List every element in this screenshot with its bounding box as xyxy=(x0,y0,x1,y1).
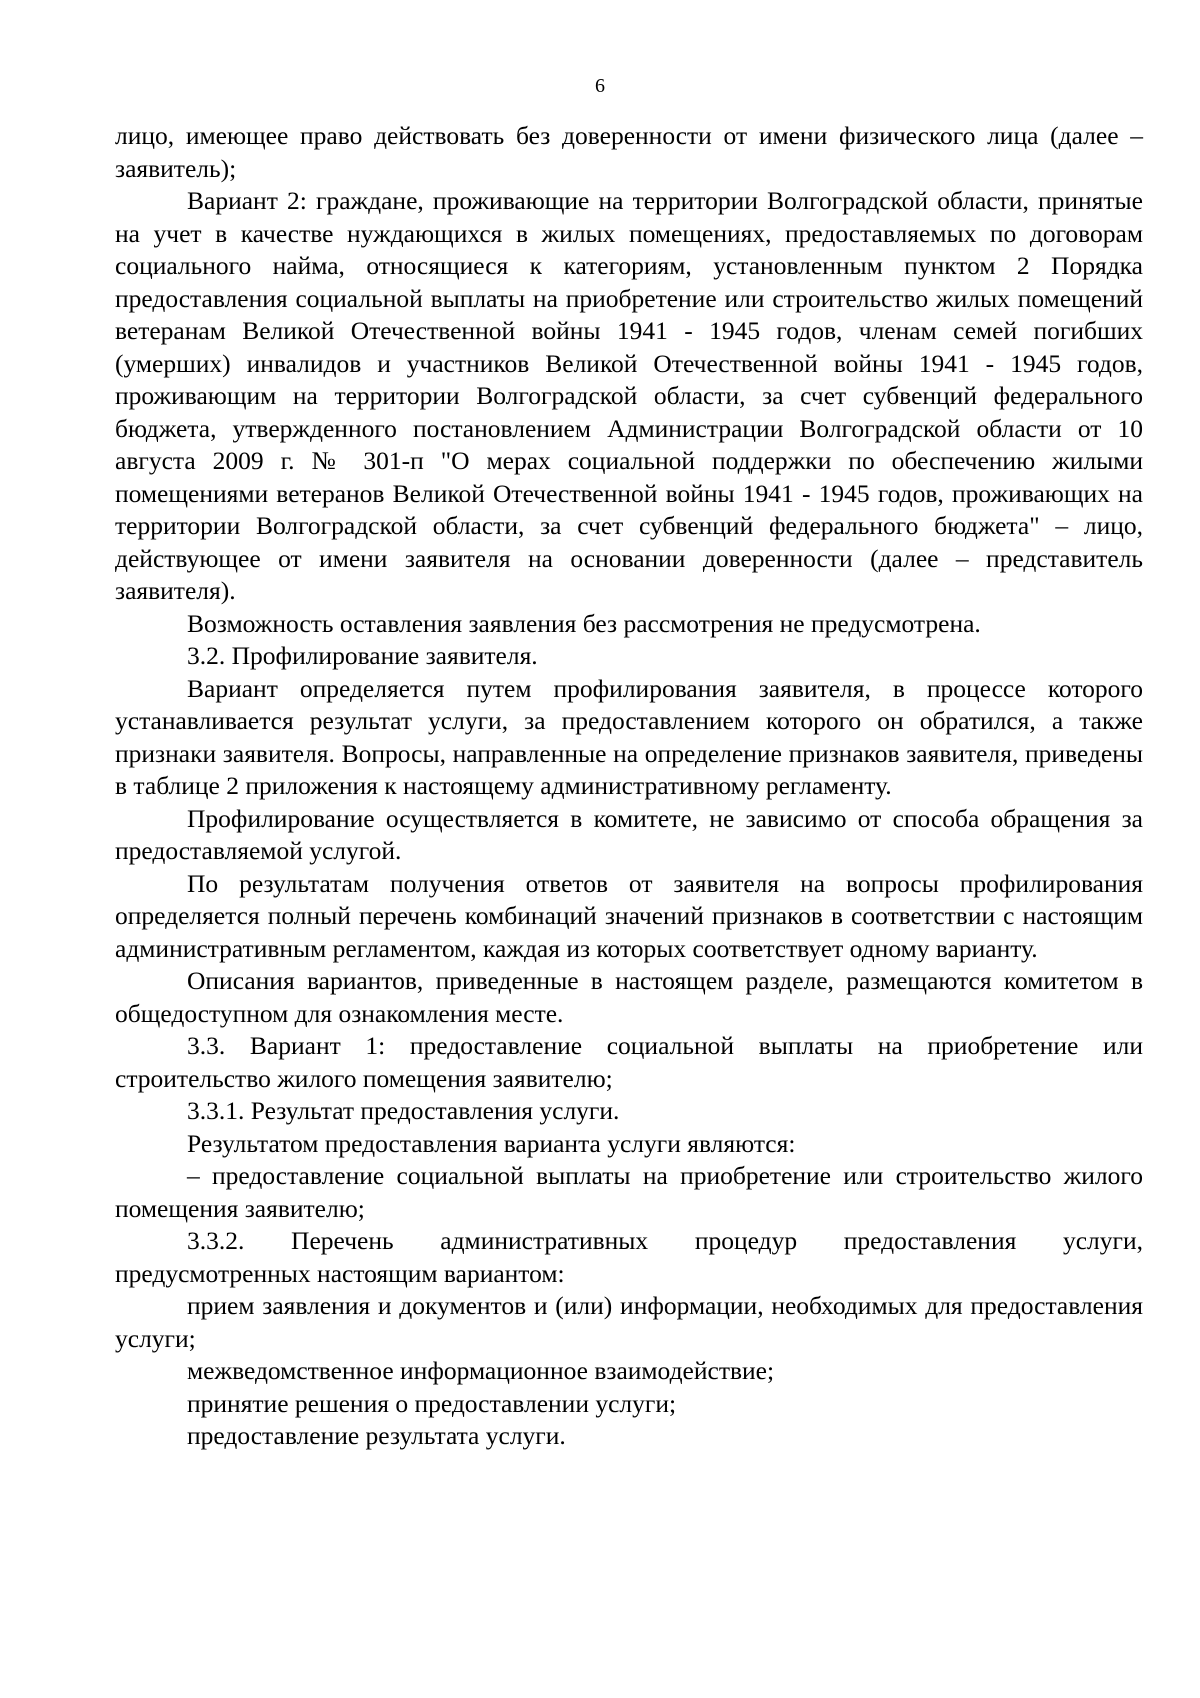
section-heading: 3.3.1. Результат предоставления услуги. xyxy=(187,1096,620,1125)
section-heading: 3.2. Профилирование заявителя. xyxy=(187,641,538,670)
list-item: предоставление результата услуги. xyxy=(187,1421,566,1450)
paragraph: По результатам получения ответов от заявителя на вопросы профилирования определяется полный перечень комбинаций значений признаков в соответствии с настоящим административным регламентом, каждая из которых соответствует одному варианту. xyxy=(115,868,1143,963)
paragraph: Профилирование осуществляется в комитете, не зависимо от способа обращения за предоставляемой услугой. xyxy=(115,803,1143,865)
paragraph: Вариант 2: граждане, проживающие на территории Волгоградской области, принятые на учет в качестве нуждающихся в жилых помещениях, предоставляемых по договорам социального найма, относящиеся к категориям, установленным пунктом 2 Порядка предоставления социальной выплаты на приобретение или строительство жилых помещений ветеранам Великой Отечественной войны 1941 - 1945 годов, членам семей погибших (умерших) инвалидов и участников Великой Отечественной войны 1941 - 1945 годов, проживающим на территории Волгоградской области, за счет субвенций федерального бюджета, утвержденного постановлением Администрации Волгоградской области от 10 августа 2009 г. № 301-п "О мерах социальной поддержки по обеспечению жилыми помещениями ветеранов Великой Отечественной войны 1941 - 1945 годов, проживающих на территории Волгоградской области, за счет субвенций федерального бюджета" – лицо, действующее от имени заявителя на основании доверенности (далее – представитель заявителя). xyxy=(115,186,1143,605)
paragraph: Вариант определяется путем профилирования заявителя, в процессе которого устанавливается результат услуги, за предоставлением которого он обратился, а также признаки заявителя. Вопросы, направленные на определение признаков заявителя, приведены в таблице 2 приложения к настоящему административному регламенту. xyxy=(115,673,1143,800)
list-item: – предоставление социальной выплаты на приобретение или строительство жилого помещения заявителю; xyxy=(115,1161,1143,1223)
list-item: прием заявления и документов и (или) информации, необходимых для предоставления услуги; xyxy=(115,1291,1143,1353)
list-item: межведомственное информационное взаимодействие; xyxy=(187,1356,775,1385)
paragraph: Возможность оставления заявления без рассмотрения не предусмотрена. xyxy=(187,608,981,638)
list-item: принятие решения о предоставлении услуги; xyxy=(187,1388,677,1418)
section-heading: 3.3. Вариант 1: предоставление социальной выплаты на приобретение или строительство жилого помещения заявителю; xyxy=(115,1031,1143,1093)
paragraph: лицо, имеющее право действовать без доверенности от имени физического лица (далее – заявитель); xyxy=(115,121,1143,183)
document-body xyxy=(115,120,1143,1453)
section-heading: 3.3.2. Перечень административных процедур предоставления услуги, предусмотренных настоящим вариантом: xyxy=(115,1226,1143,1288)
paragraph: Описания вариантов, приведенные в настоящем разделе, размещаются комитетом в общедоступном для ознакомления месте. xyxy=(115,966,1143,1028)
paragraph: Результатом предоставления варианта услуги являются: xyxy=(187,1128,796,1158)
page-number: 6 xyxy=(595,75,605,97)
